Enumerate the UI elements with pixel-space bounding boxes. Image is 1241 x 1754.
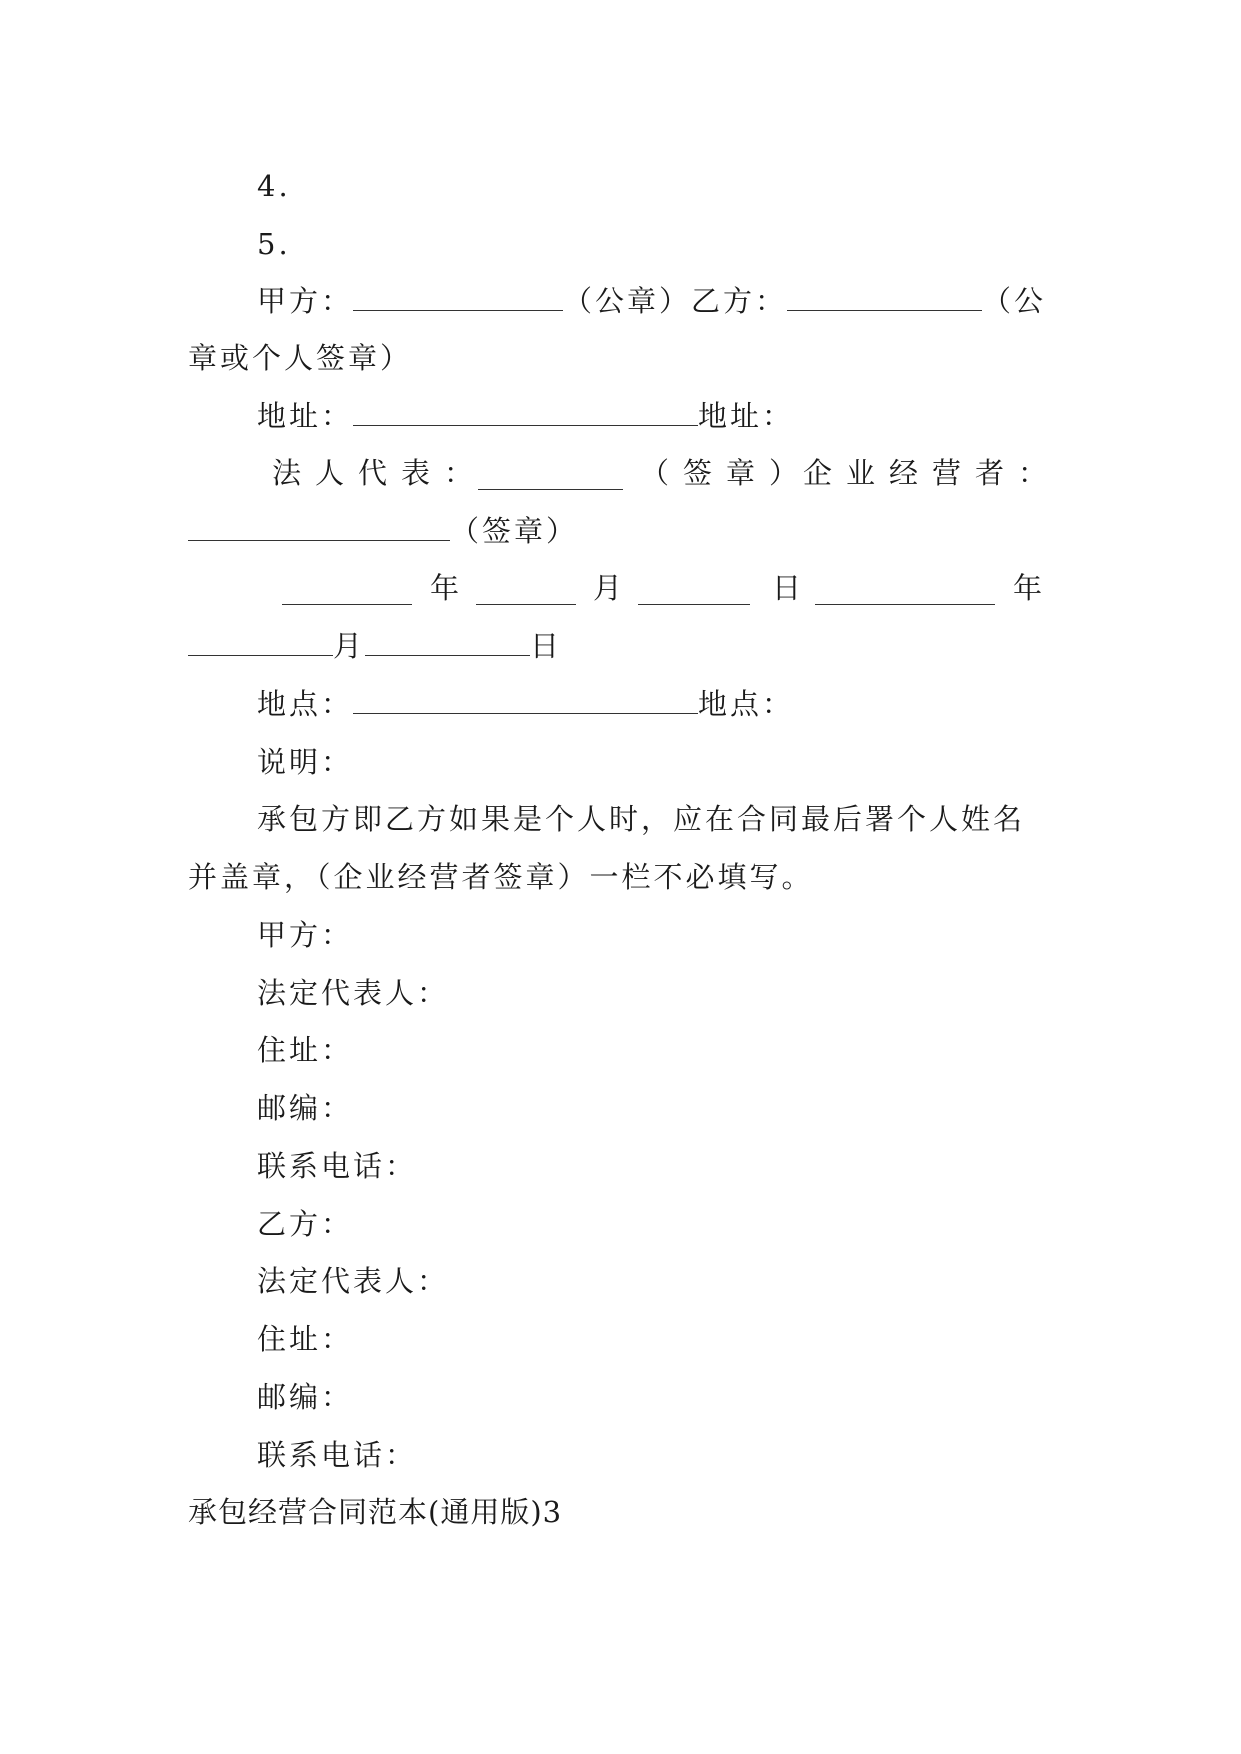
date-line-b [188,628,562,664]
item-5: 5. [257,227,291,261]
operator-blank[interactable] [188,516,450,541]
operator-sign-line [188,513,578,549]
notes-title: 说明： [257,745,354,779]
party-a-legal-rep: 法定代表人： [257,976,450,1010]
place-line [257,686,794,722]
day-blank-b[interactable] [365,631,530,656]
day-blank-a[interactable] [638,580,750,605]
address-label: 地址： [257,399,354,433]
party-b-legal-rep: 法定代表人： [257,1264,450,1298]
party-a-address: 住址： [257,1033,354,1067]
party-a-blank[interactable] [353,286,563,311]
year-label-b: 年 [1013,571,1043,605]
next-heading: 承包经营合同范本(通用版)3 [188,1495,563,1529]
legal-rep-blank[interactable] [478,465,623,490]
sign-seal-1: （签章） [640,456,813,490]
party-a-seal-line [257,283,1046,319]
party-b-title: 乙方： [257,1207,354,1241]
seal-b-part2: 章或个人签章） [188,341,413,375]
year-blank-b[interactable] [815,580,995,605]
address-blank[interactable] [353,401,698,426]
month-label-b: 月 [333,629,366,663]
seal-a-text: （公章）乙方： [563,284,788,318]
place-label-b: 地点： [698,687,795,721]
party-b-address: 住址： [257,1322,354,1356]
party-a-postcode: 邮编： [257,1091,354,1125]
address-label-b: 地址： [698,399,795,433]
sign-seal-2: （签章） [450,514,579,548]
place-blank[interactable] [353,689,698,714]
operator-label: 企业经营者： [803,456,1062,490]
month-blank-b[interactable] [188,631,333,656]
party-a-label: 甲方： [257,284,354,318]
seal-b-part1: （公 [982,284,1047,318]
party-a-phone: 联系电话： [257,1149,418,1183]
day-label-b: 日 [530,629,563,663]
notes-body-line2: 并盖章，（企业经营者签章）一栏不必填写。 [188,860,814,894]
legal-rep-label: 法人代表： [272,456,488,490]
year-label-a: 年 [430,571,460,605]
month-label-a: 月 [593,571,623,605]
party-b-postcode: 邮编： [257,1380,354,1414]
notes-body-line1: 承包方即乙方如果是个人时，应在合同最后署个人姓名 [257,802,1026,836]
month-blank-a[interactable] [476,580,576,605]
day-label-a: 日 [772,571,802,605]
address-line [257,398,794,434]
party-b-phone: 联系电话： [257,1438,418,1472]
party-b-blank[interactable] [787,286,982,311]
year-blank-a[interactable] [282,580,412,605]
place-label: 地点： [257,687,354,721]
item-4: 4. [257,169,291,203]
party-a-title: 甲方： [257,918,354,952]
